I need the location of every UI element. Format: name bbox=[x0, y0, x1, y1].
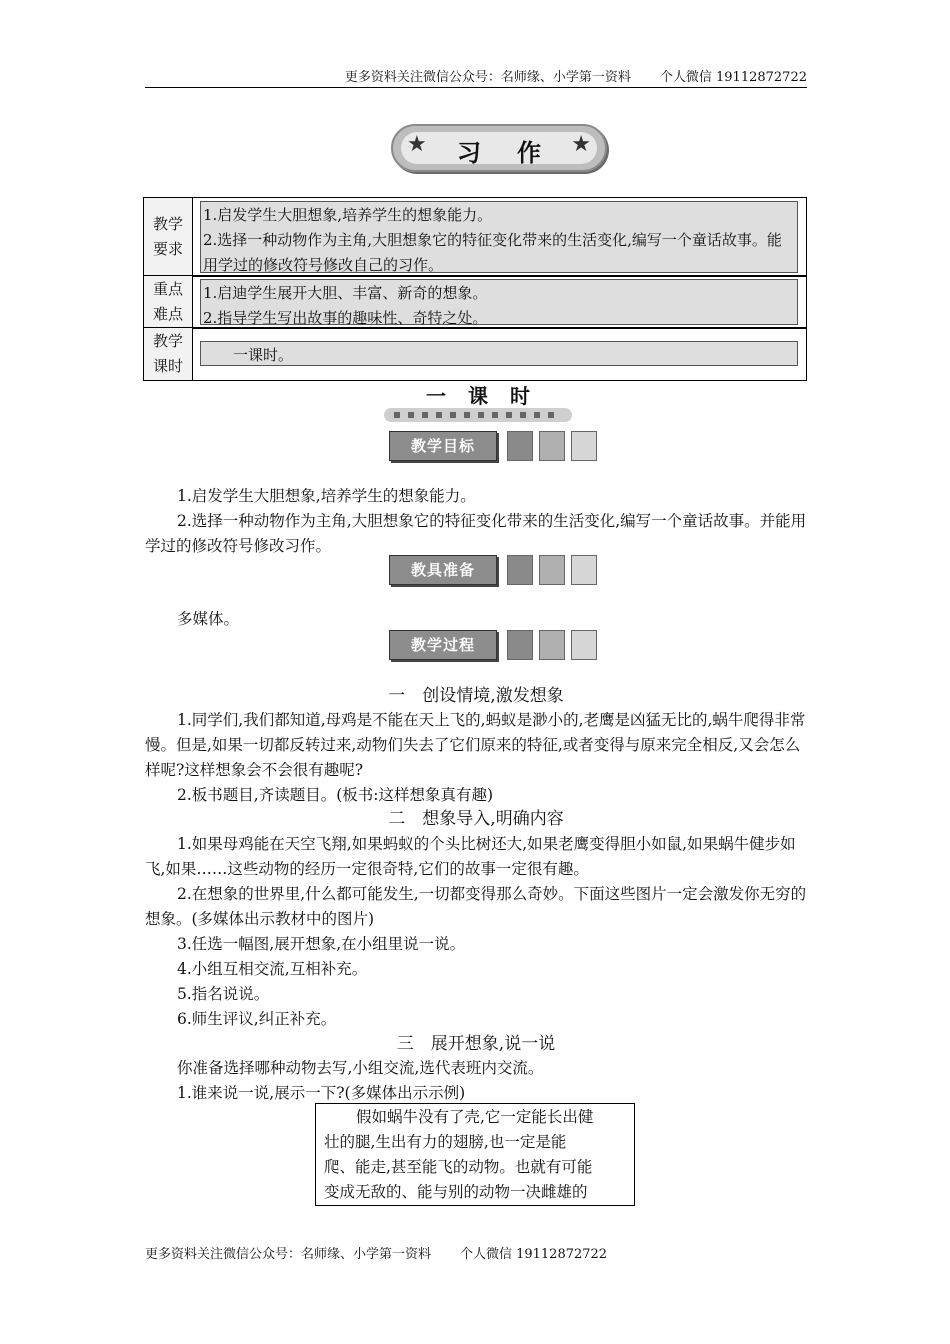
row-content bbox=[200, 201, 798, 273]
sub-heading: 三 展开想象,说一说 bbox=[396, 1034, 556, 1054]
paragraph: 3.任选一幅图,展开想象,在小组里说一说。 bbox=[177, 935, 466, 953]
section-bar-process bbox=[389, 630, 599, 662]
paragraph: 多媒体。 bbox=[177, 610, 240, 628]
row-label bbox=[144, 198, 193, 276]
lesson-heading-dots bbox=[384, 408, 572, 422]
row-label-line: 难点 bbox=[152, 305, 183, 323]
footer-text: 更多资料关注微信公众号：名师缘、小学第一资料 bbox=[145, 1247, 432, 1262]
header-rule bbox=[145, 87, 807, 88]
table-row-requirements bbox=[143, 197, 807, 277]
decor-square bbox=[507, 555, 533, 585]
example-box bbox=[315, 1103, 635, 1206]
paragraph: 你准备选择哪种动物去写,小组交流,选代表班内交流。 bbox=[177, 1059, 544, 1077]
table-row-periods bbox=[143, 327, 807, 381]
decor-square bbox=[507, 630, 533, 660]
page-footer bbox=[145, 1247, 607, 1263]
row-line: 2.指导学生写出故事的趣味性、奇特之处。 bbox=[203, 309, 488, 327]
row-line: 2.选择一种动物作为主角,大胆想象它的特征变化带来的生活变化,编写一个童话故事。能用学过的修改符号修改自己的习作。 bbox=[203, 231, 782, 274]
paragraph: 2.板书题目,齐读题目。(板书:这样想象真有趣) bbox=[177, 786, 494, 804]
section-label: 教学目标 bbox=[389, 431, 497, 461]
paragraph: 6.师生评议,纠正补充。 bbox=[177, 1010, 337, 1028]
example-line: 变成无敌的、能与别的动物一决雌雄的 bbox=[324, 1183, 588, 1201]
row-content bbox=[200, 279, 798, 325]
header-text: 更多资料关注微信公众号：名师缘、小学第一资料 bbox=[344, 70, 631, 85]
lesson-heading: 一课时 bbox=[426, 384, 552, 408]
section-bar-tools bbox=[389, 555, 599, 587]
paragraph: 4.小组互相交流,互相补充。 bbox=[177, 960, 368, 978]
paragraph: 1.如果母鸡能在天空飞翔,如果蚂蚁的个头比树还大,如果老鹰变得胆小如鼠,如果蜗牛健步如飞,如果……这些动物的经历一定很奇特,它们的故事一定很有趣。 bbox=[145, 835, 796, 878]
row-label bbox=[144, 276, 193, 328]
decor-square bbox=[571, 431, 597, 461]
decor-square bbox=[539, 630, 565, 660]
paragraph: 5.指名说说。 bbox=[177, 985, 270, 1003]
table-row-key-points bbox=[143, 275, 807, 329]
paragraph: 1.启发学生大胆想象,培养学生的想象能力。 bbox=[177, 487, 476, 505]
star-icon: ★ bbox=[407, 132, 427, 157]
row-label bbox=[144, 328, 193, 380]
star-icon: ★ bbox=[571, 132, 591, 157]
decor-square bbox=[507, 431, 533, 461]
decor-square bbox=[539, 555, 565, 585]
sub-heading: 二 想象导入,明确内容 bbox=[388, 809, 564, 829]
section-bar-goals bbox=[389, 431, 599, 463]
row-line: 一课时。 bbox=[233, 346, 294, 364]
example-line: 壮的腿,生出有力的翅膀,也一定是能 bbox=[324, 1133, 567, 1151]
row-label-line: 课时 bbox=[152, 357, 183, 375]
example-line: 爬、能走,甚至能飞的动物。也就有可能 bbox=[324, 1158, 593, 1176]
sub-heading: 一 创设情境,激发想象 bbox=[388, 686, 564, 706]
title-badge bbox=[391, 124, 607, 172]
paragraph: 1.谁来说一说,展示一下?(多媒体出示示例) bbox=[177, 1084, 466, 1102]
paragraph: 1.同学们,我们都知道,母鸡是不能在天上飞的,蚂蚁是渺小的,老鹰是凶猛无比的,蜗牛爬得非常慢。但是,如果一切都反转过来,动物们失去了它们原来的特征,或者变得与原来完全相反,又会怎么样呢?这样想象会不会很有趣呢? bbox=[145, 711, 806, 779]
paragraph: 2.在想象的世界里,什么都可能发生,一切都变得那么奇妙。下面这些图片一定会激发你无穷的想象。(多媒体出示教材中的图片) bbox=[145, 885, 807, 928]
decor-square bbox=[571, 555, 597, 585]
decor-square bbox=[539, 431, 565, 461]
decor-square bbox=[571, 630, 597, 660]
paragraph: 2.选择一种动物作为主角,大胆想象它的特征变化带来的生活变化,编写一个童话故事。并能用学过的修改符号修改习作。 bbox=[145, 512, 807, 555]
row-label-line: 要求 bbox=[152, 240, 183, 258]
page-title: 习作 bbox=[457, 139, 577, 167]
row-line: 1.启迪学生展开大胆、丰富、新奇的想象。 bbox=[203, 284, 488, 302]
page-header bbox=[145, 70, 807, 86]
section-label: 教学过程 bbox=[389, 630, 497, 660]
row-content bbox=[200, 341, 798, 366]
footer-wechat: 个人微信 19112872722 bbox=[459, 1247, 608, 1262]
row-label-line: 教学 bbox=[152, 215, 183, 233]
row-label-line: 重点 bbox=[152, 280, 183, 298]
example-line: 假如蜗牛没有了壳,它一定能长出健 bbox=[356, 1108, 594, 1126]
row-label-line: 教学 bbox=[152, 332, 183, 350]
section-label: 教具准备 bbox=[389, 555, 497, 585]
header-wechat: 个人微信 19112872722 bbox=[659, 70, 807, 85]
row-line: 1.启发学生大胆想象,培养学生的想象能力。 bbox=[203, 206, 493, 224]
